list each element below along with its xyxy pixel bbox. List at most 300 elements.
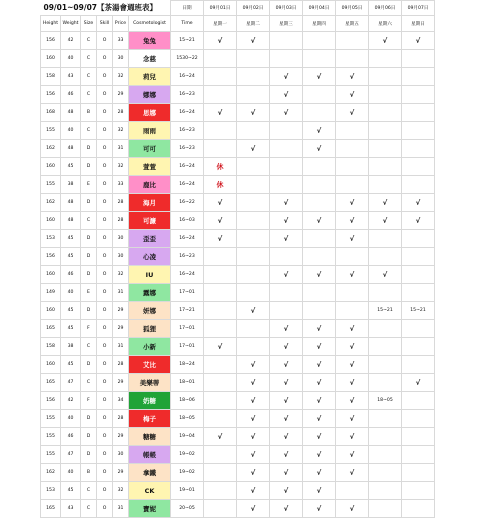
cosmetologist-name: 歪歪	[129, 230, 171, 248]
skill-cell: O	[97, 140, 113, 158]
cosmetologist-name: 寶妮	[129, 500, 171, 518]
day-cell	[270, 122, 303, 140]
day-cell: √	[237, 374, 270, 392]
day-cell	[336, 158, 369, 176]
weekday-header: 星期四	[303, 16, 336, 32]
table-row	[41, 158, 435, 176]
skill-cell: O	[97, 428, 113, 446]
day-cell	[237, 248, 270, 266]
day-cell	[336, 302, 369, 320]
day-cell: √	[270, 212, 303, 230]
time-cell: 16~24	[171, 104, 204, 122]
price-cell: 31	[113, 500, 129, 518]
day-cell	[303, 284, 336, 302]
cosmetologist-name: 可濂	[129, 212, 171, 230]
day-cell: 休	[204, 176, 237, 194]
time-cell: 17~01	[171, 320, 204, 338]
day-cell	[402, 104, 435, 122]
day-cell: √	[237, 482, 270, 500]
day-cell: √	[270, 392, 303, 410]
day-cell: √	[270, 68, 303, 86]
date-header: 09月02日	[237, 1, 270, 16]
price-cell: 33	[113, 32, 129, 50]
price-cell: 30	[113, 248, 129, 266]
day-cell: √	[237, 302, 270, 320]
table-row	[41, 374, 435, 392]
day-cell: √	[204, 338, 237, 356]
day-cell	[237, 176, 270, 194]
day-cell	[237, 230, 270, 248]
cosmetologist-name: 梅子	[129, 410, 171, 428]
day-cell	[402, 122, 435, 140]
cosmetologist-name: 萱萱	[129, 158, 171, 176]
time-cell: 16~24	[171, 230, 204, 248]
day-cell: √	[237, 104, 270, 122]
table-row	[41, 392, 435, 410]
day-cell	[369, 320, 402, 338]
day-cell	[237, 284, 270, 302]
price-cell: 29	[113, 428, 129, 446]
cosmetologist-name: IU	[129, 266, 171, 284]
size-cell: D	[81, 266, 97, 284]
price-cell: 32	[113, 482, 129, 500]
day-cell: √	[270, 356, 303, 374]
day-cell	[402, 392, 435, 410]
price-cell: 32	[113, 158, 129, 176]
skill-cell: O	[97, 446, 113, 464]
time-cell: 19~01	[171, 482, 204, 500]
day-cell: √	[336, 446, 369, 464]
weekday-header: 星期五	[336, 16, 369, 32]
day-cell: √	[270, 194, 303, 212]
day-cell: √	[204, 194, 237, 212]
day-cell: √	[303, 212, 336, 230]
day-cell	[237, 266, 270, 284]
weight-cell: 43	[61, 500, 81, 518]
day-cell: √	[336, 356, 369, 374]
column-header: Weight	[61, 16, 81, 32]
cosmetologist-name: 奶糖	[129, 392, 171, 410]
price-cell: 28	[113, 104, 129, 122]
table-row	[41, 428, 435, 446]
height-cell: 160	[41, 356, 61, 374]
table-row	[41, 248, 435, 266]
column-header: Skill	[97, 16, 113, 32]
day-cell	[303, 194, 336, 212]
day-cell: √	[237, 464, 270, 482]
weight-cell: 40	[61, 122, 81, 140]
price-cell: 33	[113, 176, 129, 194]
weight-cell: 48	[61, 140, 81, 158]
column-header-row	[41, 16, 435, 32]
day-cell	[204, 500, 237, 518]
day-cell: √	[336, 212, 369, 230]
day-cell: √	[270, 230, 303, 248]
day-cell: √	[204, 212, 237, 230]
weight-cell: 45	[61, 230, 81, 248]
size-cell: D	[81, 140, 97, 158]
day-cell: √	[303, 320, 336, 338]
height-cell: 155	[41, 176, 61, 194]
price-cell: 32	[113, 68, 129, 86]
day-cell: √	[270, 266, 303, 284]
day-cell	[336, 140, 369, 158]
price-cell: 29	[113, 320, 129, 338]
height-cell: 165	[41, 374, 61, 392]
day-cell	[204, 86, 237, 104]
height-cell: 160	[41, 50, 61, 68]
time-cell: 16~24	[171, 68, 204, 86]
day-cell: √	[336, 338, 369, 356]
day-cell: √	[237, 32, 270, 50]
skill-cell: O	[97, 32, 113, 50]
day-cell: √	[402, 374, 435, 392]
height-cell: 149	[41, 284, 61, 302]
cosmetologist-name: 美樂蒂	[129, 374, 171, 392]
cosmetologist-name: CK	[129, 482, 171, 500]
table-row	[41, 32, 435, 50]
weight-cell: 42	[61, 392, 81, 410]
day-cell	[303, 176, 336, 194]
date-header: 09月01日	[204, 1, 237, 16]
skill-cell: O	[97, 122, 113, 140]
column-header: Size	[81, 16, 97, 32]
day-cell	[303, 86, 336, 104]
size-cell: D	[81, 194, 97, 212]
day-cell	[204, 482, 237, 500]
time-cell: 18~05	[171, 410, 204, 428]
size-cell: E	[81, 284, 97, 302]
price-cell: 28	[113, 194, 129, 212]
cosmetologist-name: 糖糖	[129, 428, 171, 446]
weekday-header: 星期二	[237, 16, 270, 32]
day-cell: √	[303, 122, 336, 140]
price-cell: 34	[113, 392, 129, 410]
day-cell: √	[270, 410, 303, 428]
day-cell	[369, 230, 402, 248]
price-cell: 29	[113, 464, 129, 482]
column-header: Cosmetologist	[129, 16, 171, 32]
skill-cell: O	[97, 158, 113, 176]
day-cell: √	[303, 428, 336, 446]
day-cell: √	[237, 428, 270, 446]
weight-cell: 40	[61, 50, 81, 68]
day-cell	[237, 86, 270, 104]
date-header: 09月07日	[402, 1, 435, 16]
height-cell: 160	[41, 302, 61, 320]
skill-cell: O	[97, 482, 113, 500]
day-cell: √	[270, 86, 303, 104]
height-cell: 158	[41, 338, 61, 356]
day-cell	[204, 266, 237, 284]
schedule-title: 09/01~09/07【茶湯會週班表】	[43, 3, 158, 13]
skill-cell: O	[97, 284, 113, 302]
day-cell: √	[303, 500, 336, 518]
day-cell: √	[237, 140, 270, 158]
skill-cell: O	[97, 194, 113, 212]
day-cell: √	[204, 230, 237, 248]
day-cell	[369, 464, 402, 482]
day-cell: √	[270, 338, 303, 356]
day-cell	[303, 50, 336, 68]
table-row	[41, 320, 435, 338]
day-cell: √	[270, 500, 303, 518]
height-cell: 155	[41, 446, 61, 464]
day-cell	[336, 482, 369, 500]
time-cell: 20~05	[171, 500, 204, 518]
day-cell	[237, 50, 270, 68]
height-cell: 156	[41, 86, 61, 104]
price-cell: 28	[113, 212, 129, 230]
time-cell: 16~24	[171, 158, 204, 176]
cosmetologist-name: 妍娜	[129, 302, 171, 320]
weight-cell: 40	[61, 464, 81, 482]
day-cell	[369, 104, 402, 122]
day-cell	[303, 230, 336, 248]
height-cell: 162	[41, 140, 61, 158]
day-cell	[303, 32, 336, 50]
day-cell: √	[369, 212, 402, 230]
day-cell: √	[237, 392, 270, 410]
size-cell: C	[81, 50, 97, 68]
day-cell	[369, 338, 402, 356]
day-cell	[270, 158, 303, 176]
day-cell	[303, 302, 336, 320]
size-cell: C	[81, 500, 97, 518]
day-cell	[402, 464, 435, 482]
date-header: 09月06日	[369, 1, 402, 16]
day-cell	[237, 338, 270, 356]
height-cell: 160	[41, 266, 61, 284]
day-cell	[303, 248, 336, 266]
table-row	[41, 356, 435, 374]
time-cell: 18~06	[171, 392, 204, 410]
height-cell: 153	[41, 230, 61, 248]
height-cell: 155	[41, 428, 61, 446]
size-cell: D	[81, 230, 97, 248]
day-cell	[402, 482, 435, 500]
weight-cell: 45	[61, 482, 81, 500]
weight-cell: 48	[61, 212, 81, 230]
day-cell	[204, 356, 237, 374]
cosmetologist-name: 可可	[129, 140, 171, 158]
day-cell: √	[336, 104, 369, 122]
price-cell: 31	[113, 284, 129, 302]
skill-cell: O	[97, 356, 113, 374]
weight-cell: 46	[61, 428, 81, 446]
time-cell: 15~21	[171, 32, 204, 50]
day-cell	[402, 266, 435, 284]
day-cell	[369, 176, 402, 194]
title-row	[41, 1, 435, 16]
day-cell: √	[303, 338, 336, 356]
day-cell	[402, 140, 435, 158]
day-cell: √	[336, 428, 369, 446]
day-cell: √	[237, 446, 270, 464]
day-cell	[204, 248, 237, 266]
weight-cell: 38	[61, 338, 81, 356]
schedule-sheet	[40, 0, 430, 518]
day-cell	[402, 176, 435, 194]
price-cell: 29	[113, 302, 129, 320]
skill-cell: O	[97, 176, 113, 194]
price-cell: 31	[113, 140, 129, 158]
cosmetologist-name: 小新	[129, 338, 171, 356]
size-cell: D	[81, 428, 97, 446]
day-cell: √	[237, 410, 270, 428]
day-cell: √	[336, 86, 369, 104]
height-cell: 158	[41, 68, 61, 86]
table-row	[41, 212, 435, 230]
weight-cell: 40	[61, 284, 81, 302]
size-cell: D	[81, 302, 97, 320]
column-header: Time	[171, 16, 204, 32]
day-cell	[204, 464, 237, 482]
day-cell: √	[336, 266, 369, 284]
weekday-header: 星期一	[204, 16, 237, 32]
weight-cell: 47	[61, 446, 81, 464]
size-cell: C	[81, 374, 97, 392]
day-cell	[336, 32, 369, 50]
cosmetologist-name: 莉兒	[129, 68, 171, 86]
weight-cell: 45	[61, 356, 81, 374]
day-cell: √	[336, 392, 369, 410]
price-cell: 32	[113, 122, 129, 140]
table-row	[41, 50, 435, 68]
height-cell: 160	[41, 212, 61, 230]
day-cell: √	[303, 410, 336, 428]
date-header: 09月05日	[336, 1, 369, 16]
weight-cell: 45	[61, 302, 81, 320]
day-cell	[369, 284, 402, 302]
day-cell	[204, 50, 237, 68]
table-row	[41, 122, 435, 140]
cosmetologist-name: 心凌	[129, 248, 171, 266]
cosmetologist-name: 鹿比	[129, 176, 171, 194]
size-cell: B	[81, 464, 97, 482]
day-cell	[369, 374, 402, 392]
height-cell: 156	[41, 32, 61, 50]
size-cell: C	[81, 32, 97, 50]
day-cell	[336, 248, 369, 266]
day-cell: 休	[204, 158, 237, 176]
time-cell: 16~23	[171, 122, 204, 140]
day-cell	[303, 104, 336, 122]
day-cell	[204, 68, 237, 86]
day-cell	[204, 302, 237, 320]
day-cell	[369, 86, 402, 104]
size-cell: E	[81, 176, 97, 194]
skill-cell: O	[97, 320, 113, 338]
column-header: Price	[113, 16, 129, 32]
day-cell: √	[303, 482, 336, 500]
time-cell: 18~01	[171, 374, 204, 392]
size-cell: C	[81, 212, 97, 230]
day-cell	[204, 410, 237, 428]
day-cell	[237, 194, 270, 212]
day-cell	[369, 68, 402, 86]
date-label: 日期	[171, 1, 204, 16]
day-cell: √	[303, 68, 336, 86]
weight-cell: 45	[61, 248, 81, 266]
day-cell	[369, 158, 402, 176]
cosmetologist-name: 拿鐵	[129, 464, 171, 482]
day-cell	[336, 122, 369, 140]
day-cell: √	[303, 266, 336, 284]
weight-cell: 46	[61, 86, 81, 104]
day-cell	[204, 140, 237, 158]
skill-cell: O	[97, 68, 113, 86]
day-cell	[402, 86, 435, 104]
day-cell: √	[303, 356, 336, 374]
time-cell: 16~22	[171, 194, 204, 212]
cosmetologist-name: 艾比	[129, 356, 171, 374]
day-cell	[303, 158, 336, 176]
size-cell: F	[81, 320, 97, 338]
table-row	[41, 500, 435, 518]
day-cell	[402, 446, 435, 464]
time-cell: 19~02	[171, 446, 204, 464]
table-row	[41, 230, 435, 248]
day-cell	[369, 140, 402, 158]
day-cell	[270, 50, 303, 68]
time-cell: 16~23	[171, 86, 204, 104]
size-cell: C	[81, 482, 97, 500]
day-cell: √	[270, 374, 303, 392]
day-cell	[270, 140, 303, 158]
day-cell	[270, 284, 303, 302]
weight-cell: 48	[61, 104, 81, 122]
day-cell	[369, 248, 402, 266]
cosmetologist-name: 兔兔	[129, 32, 171, 50]
day-cell: √	[402, 32, 435, 50]
price-cell: 29	[113, 374, 129, 392]
day-cell: √	[336, 374, 369, 392]
day-cell: √	[303, 464, 336, 482]
table-row	[41, 140, 435, 158]
day-cell	[369, 428, 402, 446]
price-cell: 30	[113, 230, 129, 248]
time-cell: 17~01	[171, 338, 204, 356]
day-cell: √	[336, 230, 369, 248]
time-cell: 17~01	[171, 284, 204, 302]
day-cell: √	[336, 194, 369, 212]
skill-cell: O	[97, 50, 113, 68]
skill-cell: O	[97, 302, 113, 320]
size-cell: D	[81, 410, 97, 428]
day-cell: √	[336, 410, 369, 428]
day-cell: √	[369, 32, 402, 50]
cosmetologist-name: 念慈	[129, 50, 171, 68]
size-cell: C	[81, 122, 97, 140]
day-cell	[369, 356, 402, 374]
day-cell: √	[204, 32, 237, 50]
table-row	[41, 446, 435, 464]
price-cell: 28	[113, 410, 129, 428]
date-header: 09月03日	[270, 1, 303, 16]
day-cell	[402, 410, 435, 428]
time-cell: 17~21	[171, 302, 204, 320]
size-cell: D	[81, 248, 97, 266]
day-cell	[402, 158, 435, 176]
day-cell	[237, 122, 270, 140]
day-cell	[204, 320, 237, 338]
day-cell	[402, 500, 435, 518]
day-cell: √	[204, 104, 237, 122]
size-cell: F	[81, 392, 97, 410]
day-cell: 15~21	[402, 302, 435, 320]
cosmetologist-name: 雨雨	[129, 122, 171, 140]
